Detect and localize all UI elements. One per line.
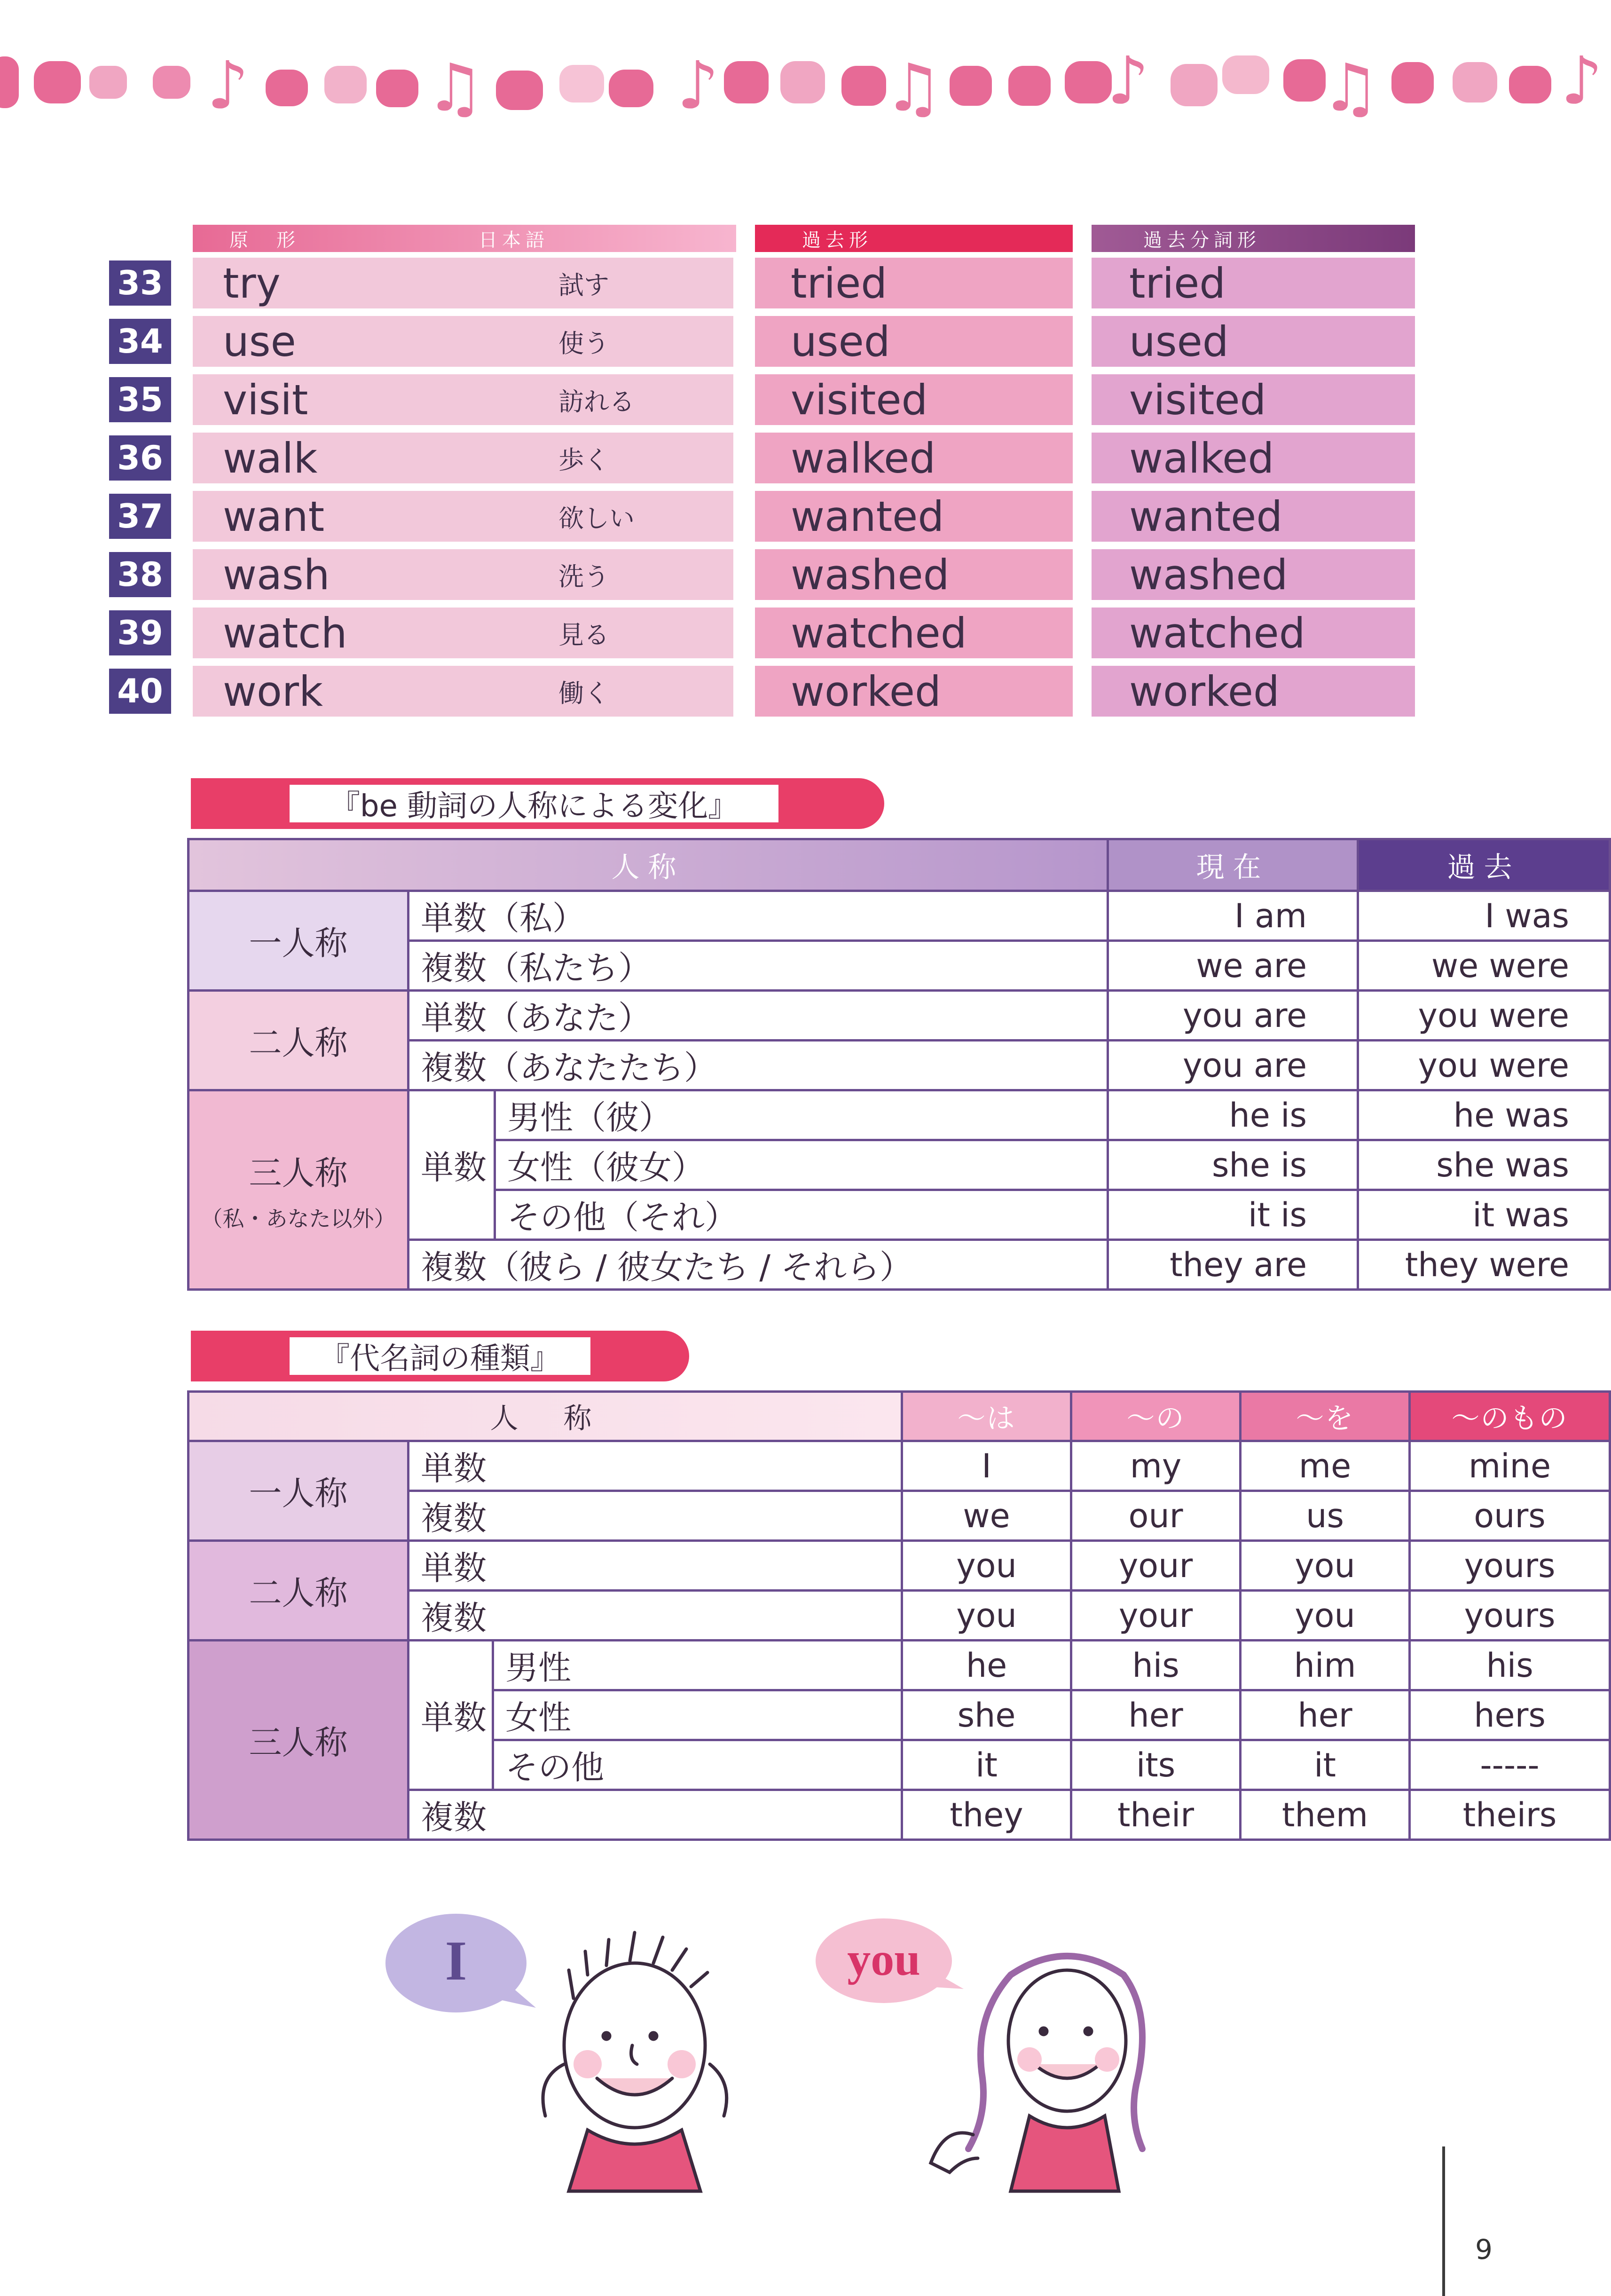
verb-base-form: watch <box>223 608 347 657</box>
first-singular-present: I am <box>1108 891 1358 941</box>
verb-row <box>109 433 1416 483</box>
pron-third-female-label: 女性 <box>493 1690 902 1740</box>
verb-row <box>109 666 1416 717</box>
first-person-label: 一人称 <box>189 891 409 991</box>
pronoun-nomono-header: 〜のもの <box>1410 1392 1610 1441</box>
pron-cell: its <box>1071 1740 1241 1790</box>
verb-past-form: wanted <box>791 492 944 541</box>
pronoun-wo-header: 〜を <box>1241 1392 1410 1441</box>
speech-bubble-left <box>385 1914 536 2012</box>
svg-text:♫: ♫ <box>1321 50 1380 126</box>
pron-cell: they <box>902 1790 1071 1840</box>
pronoun-section-title: 『代名詞の種類』 <box>290 1337 590 1375</box>
third-plural-present: they are <box>1108 1240 1358 1290</box>
verb-number: 34 <box>109 319 171 364</box>
verb-pp-cell <box>1092 374 1415 425</box>
pron-second-person-label: 二人称 <box>189 1541 409 1641</box>
verb-past-participle: watched <box>1129 608 1305 657</box>
verb-japanese: 歩く <box>558 445 609 475</box>
third-female-past: she was <box>1358 1140 1610 1190</box>
verb-past-cell <box>755 491 1073 542</box>
be-verb-table <box>187 838 1611 1291</box>
verb-past-participle: wanted <box>1129 492 1283 541</box>
verb-past-cell <box>755 549 1073 600</box>
bubble-left-text: I <box>445 1929 467 1992</box>
pron-cell: you <box>902 1591 1071 1641</box>
pron-cell: I <box>902 1441 1071 1491</box>
verb-pp-cell <box>1092 258 1415 308</box>
verb-base-form: want <box>223 492 325 541</box>
present-header: 現在 <box>1108 839 1358 891</box>
pron-cell: hers <box>1410 1690 1610 1740</box>
svg-text:♫: ♫ <box>884 50 943 126</box>
verb-past-form: tried <box>791 259 888 308</box>
third-male-present: he is <box>1108 1090 1358 1140</box>
third-person-cell <box>189 1090 409 1290</box>
verb-base-cell <box>193 258 733 308</box>
third-person-sublabel: （私・あなた以外） <box>201 1206 396 1231</box>
third-male-label: 男性（彼） <box>495 1090 1108 1140</box>
verb-pp-cell <box>1092 433 1415 483</box>
boy-figure <box>543 1933 727 2191</box>
verb-base-form: use <box>223 317 296 366</box>
verb-japanese: 欲しい <box>558 503 635 533</box>
verb-row <box>109 608 1416 658</box>
pronoun-table <box>187 1390 1611 1841</box>
verb-past-form: worked <box>791 667 941 716</box>
first-plural-label: 複数（私たち） <box>409 941 1108 991</box>
pron-cell: ----- <box>1410 1740 1610 1790</box>
third-plural-past: they were <box>1358 1240 1610 1290</box>
pron-third-plural-label: 複数 <box>409 1790 902 1840</box>
verb-base-cell <box>193 316 733 367</box>
pron-second-singular-label: 単数 <box>409 1541 902 1591</box>
pron-cell: her <box>1071 1690 1241 1740</box>
first-plural-present: we are <box>1108 941 1358 991</box>
verb-past-cell <box>755 258 1073 308</box>
second-plural-past: you were <box>1358 1041 1610 1090</box>
verb-past-form: walked <box>791 434 936 482</box>
third-female-present: she is <box>1108 1140 1358 1190</box>
second-singular-present: you are <box>1108 991 1358 1041</box>
pron-cell: it <box>902 1740 1071 1790</box>
verb-japanese: 見る <box>558 620 609 650</box>
verb-past-cell <box>755 666 1073 717</box>
third-female-label: 女性（彼女） <box>495 1140 1108 1190</box>
verb-past-participle: visited <box>1129 375 1266 424</box>
verb-japanese: 使う <box>558 328 609 358</box>
pron-cell: you <box>902 1541 1071 1591</box>
past-header: 過去 <box>1358 839 1610 891</box>
verb-japanese: 洗う <box>558 561 609 592</box>
pron-cell: him <box>1241 1641 1410 1690</box>
verb-past-participle: worked <box>1129 667 1280 716</box>
past-participle-label: 過去分詞形 <box>1143 229 1261 251</box>
verb-japanese: 働く <box>558 678 609 708</box>
japanese-label: 日本語 <box>479 229 549 251</box>
pron-cell: me <box>1241 1441 1410 1491</box>
pron-third-person-label: 三人称 <box>189 1641 409 1840</box>
verb-past-cell <box>755 316 1073 367</box>
svg-text:♪: ♪ <box>1107 43 1149 119</box>
verb-base-form: walk <box>223 434 318 482</box>
verb-pp-cell <box>1092 316 1415 367</box>
second-person-label: 二人称 <box>189 991 409 1090</box>
second-singular-label: 単数（あなた） <box>409 991 1108 1041</box>
third-other-label: その他（それ） <box>495 1190 1108 1240</box>
verb-number: 33 <box>109 260 171 306</box>
past-form-label: 過去形 <box>802 229 872 251</box>
verb-row <box>109 316 1416 367</box>
pron-cell: theirs <box>1410 1790 1610 1840</box>
pron-third-male-label: 男性 <box>493 1641 902 1690</box>
verb-base-cell <box>193 549 733 600</box>
verb-base-form: visit <box>223 375 308 424</box>
person-header: 人称 <box>189 839 1108 891</box>
base-form-header <box>193 225 736 252</box>
verb-past-form: visited <box>791 375 928 424</box>
verb-past-participle: used <box>1129 317 1229 366</box>
be-verb-section-title: 『be 動詞の人称による変化』 <box>290 785 778 822</box>
pron-third-other-label: その他 <box>493 1740 902 1790</box>
pron-cell: my <box>1071 1441 1241 1491</box>
third-singular-label: 単数 <box>409 1090 495 1240</box>
verb-base-cell <box>193 433 733 483</box>
page-number: 9 <box>1475 2233 1493 2265</box>
third-other-present: it is <box>1108 1190 1358 1240</box>
past-participle-header <box>1092 225 1415 252</box>
pron-cell: his <box>1071 1641 1241 1690</box>
verb-number: 39 <box>109 610 171 655</box>
pron-cell: mine <box>1410 1441 1610 1491</box>
verb-number: 38 <box>109 552 171 597</box>
verb-pp-cell <box>1092 491 1415 542</box>
pron-cell: us <box>1241 1491 1410 1541</box>
pron-first-plural-label: 複数 <box>409 1491 902 1541</box>
verb-base-form: try <box>223 259 281 308</box>
svg-text:♫: ♫ <box>425 50 485 126</box>
pron-cell: we <box>902 1491 1071 1541</box>
bubble-right-text: you <box>847 1933 920 1985</box>
be-verb-section-label <box>191 778 884 829</box>
verb-base-form: wash <box>223 550 330 599</box>
girl-figure <box>931 1956 1142 2191</box>
verb-number: 40 <box>109 669 171 714</box>
third-plural-label: 複数（彼ら / 彼女たち / それら） <box>409 1240 1108 1290</box>
second-plural-present: you are <box>1108 1041 1358 1090</box>
verb-japanese: 訪れる <box>558 387 635 417</box>
pron-cell: their <box>1071 1790 1241 1840</box>
past-form-header <box>755 225 1073 252</box>
verb-base-cell <box>193 608 733 658</box>
second-plural-label: 複数（あなたたち） <box>409 1041 1108 1090</box>
pronoun-person-header: 人 称 <box>189 1392 902 1441</box>
verb-past-cell <box>755 433 1073 483</box>
pron-cell: them <box>1241 1790 1410 1840</box>
verb-row <box>109 258 1416 308</box>
pron-cell: your <box>1071 1591 1241 1641</box>
svg-text:♪: ♪ <box>207 47 249 124</box>
verb-past-form: used <box>791 317 890 366</box>
verb-past-form: washed <box>791 550 950 599</box>
pron-second-plural-label: 複数 <box>409 1591 902 1641</box>
verb-past-participle: tried <box>1129 259 1226 308</box>
base-form-label: 原 形 <box>229 229 300 251</box>
pron-cell: he <box>902 1641 1071 1690</box>
svg-text:♪: ♪ <box>677 47 719 124</box>
verb-past-cell <box>755 374 1073 425</box>
verb-past-participle: walked <box>1129 434 1274 482</box>
pron-cell: your <box>1071 1541 1241 1591</box>
third-male-past: he was <box>1358 1090 1610 1140</box>
verb-pp-cell <box>1092 549 1415 600</box>
pron-cell: yours <box>1410 1591 1610 1641</box>
third-person-label: 三人称 <box>249 1154 348 1192</box>
second-singular-past: you were <box>1358 991 1610 1041</box>
decorative-top-border <box>0 43 1603 126</box>
verb-base-cell <box>193 491 733 542</box>
pron-third-singular-label: 単数 <box>409 1641 493 1790</box>
character-illustration <box>385 1909 1232 2201</box>
verb-japanese: 試す <box>558 270 609 300</box>
pron-cell: ours <box>1410 1491 1610 1541</box>
verb-number: 35 <box>109 377 171 422</box>
pron-cell: you <box>1241 1591 1410 1641</box>
pronoun-no-header: 〜の <box>1071 1392 1241 1441</box>
verb-base-cell <box>193 374 733 425</box>
verb-row <box>109 374 1416 425</box>
first-plural-past: we were <box>1358 941 1610 991</box>
speech-bubble-right <box>816 1918 964 2003</box>
verb-base-form: work <box>223 667 323 716</box>
margin-rule <box>1442 2146 1445 2296</box>
verb-row <box>109 491 1416 542</box>
pron-cell: his <box>1410 1641 1610 1690</box>
pron-cell: our <box>1071 1491 1241 1541</box>
third-other-past: it was <box>1358 1190 1610 1240</box>
verb-number: 36 <box>109 435 171 481</box>
first-singular-past: I was <box>1358 891 1610 941</box>
pron-first-person-label: 一人称 <box>189 1441 409 1541</box>
pron-cell: yours <box>1410 1541 1610 1591</box>
svg-text:♪: ♪ <box>1561 43 1603 119</box>
verb-pp-cell <box>1092 666 1415 717</box>
pronoun-section-label <box>191 1331 689 1381</box>
pron-cell: it <box>1241 1740 1410 1790</box>
pron-cell: she <box>902 1690 1071 1740</box>
verb-pp-cell <box>1092 608 1415 658</box>
pron-cell: you <box>1241 1541 1410 1591</box>
verb-past-form: watched <box>791 608 967 657</box>
first-singular-label: 単数（私） <box>409 891 1108 941</box>
pron-cell: her <box>1241 1690 1410 1740</box>
verb-number: 37 <box>109 494 171 539</box>
verb-past-cell <box>755 608 1073 658</box>
pron-first-singular-label: 単数 <box>409 1441 902 1491</box>
verb-base-cell <box>193 666 733 717</box>
verb-row <box>109 549 1416 600</box>
pronoun-wa-header: 〜は <box>902 1392 1071 1441</box>
verb-past-participle: washed <box>1129 550 1288 599</box>
